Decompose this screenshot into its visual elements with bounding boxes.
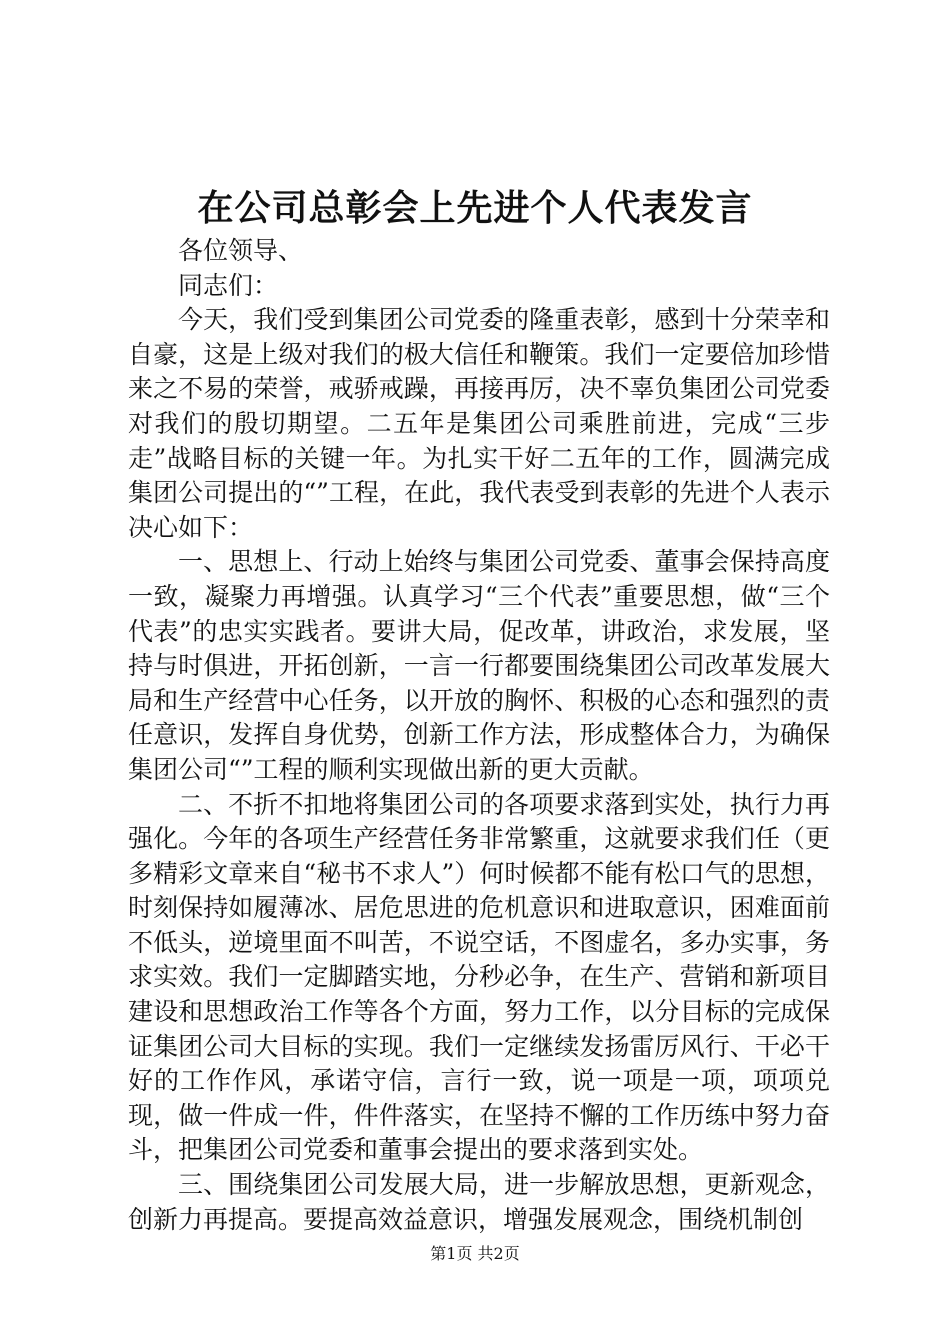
document-title: 在公司总彰会上先进个人代表发言 [197,187,753,229]
paragraph-point-three: 三、围绕集团公司发展大局，进一步解放思想，更新观念，创新力再提高。要提高效益意识，增强发展观念，围绕机制创 [128,1170,830,1234]
salutation-leaders: 各位领导、 [178,236,304,265]
document-body [128,234,830,1237]
paragraph-point-two: 二、不折不扣地将集团公司的各项要求落到实处，执行力再强化。今年的各项生产经营任务非常繁重，这就要求我们任（更多精彩文章来自“秘书不求人”）何时候都不能有松口气的思想，时刻保持如履薄冰、居危思进的危机意识和进取意识，困难面前不低头，逆境里面不叫苦，不说空话，不图虚名，多办实事，务求实效。我们一定脚踏实地，分秒必争，在生产、营销和新项目建设和思想政治工作等各个方面，努力工作，以分目标的完成保证集团公司大目标的实现。我们一定继续发扬雷厉风行、干必干好的工作作风，承诺守信，言行一致，说一项是一项，项项兑现，做一件成一件，件件落实，在坚持不懈的工作历练中努力奋斗，把集团公司党委和董事会提出的要求落到实处。 [128,789,830,1165]
salutation-comrades: 同志们： [178,270,279,300]
page-number-footer: 第1页 共2页 [430,1244,520,1263]
paragraph-intro: 今天，我们受到集团公司党委的隆重表彰，感到十分荣幸和自豪，这是上级对我们的极大信任和鞭策。我们一定要倍加珍惜来之不易的荣誉，戒骄戒躁，再接再厉，决不辜负集团公司党委对我们的殷切期望。二五年是集团公司乘胜前进，完成“三步走”战略目标的关键一年。为扎实干好二五年的工作，圆满完成集团公司提出的“”工程，在此，我代表受到表彰的先进个人表示决心如下： [128,305,830,542]
paragraph-point-one: 一、思想上、行动上始终与集团公司党委、董事会保持高度一致，凝聚力再增强。认真学习“三个代表”重要思想，做“三个代表”的忠实实践者。要讲大局，促改革，讲政治，求发展，坚持与时俱进，开拓创新，一言一行都要围绕集团公司改革发展大局和生产经营中心任务，以开放的胸怀、积极的心态和强烈的责任意识，发挥自身优势，创新工作方法，形成整体合力，为确保集团公司“”工程的顺利实现做出新的更大贡献。 [128,547,830,784]
